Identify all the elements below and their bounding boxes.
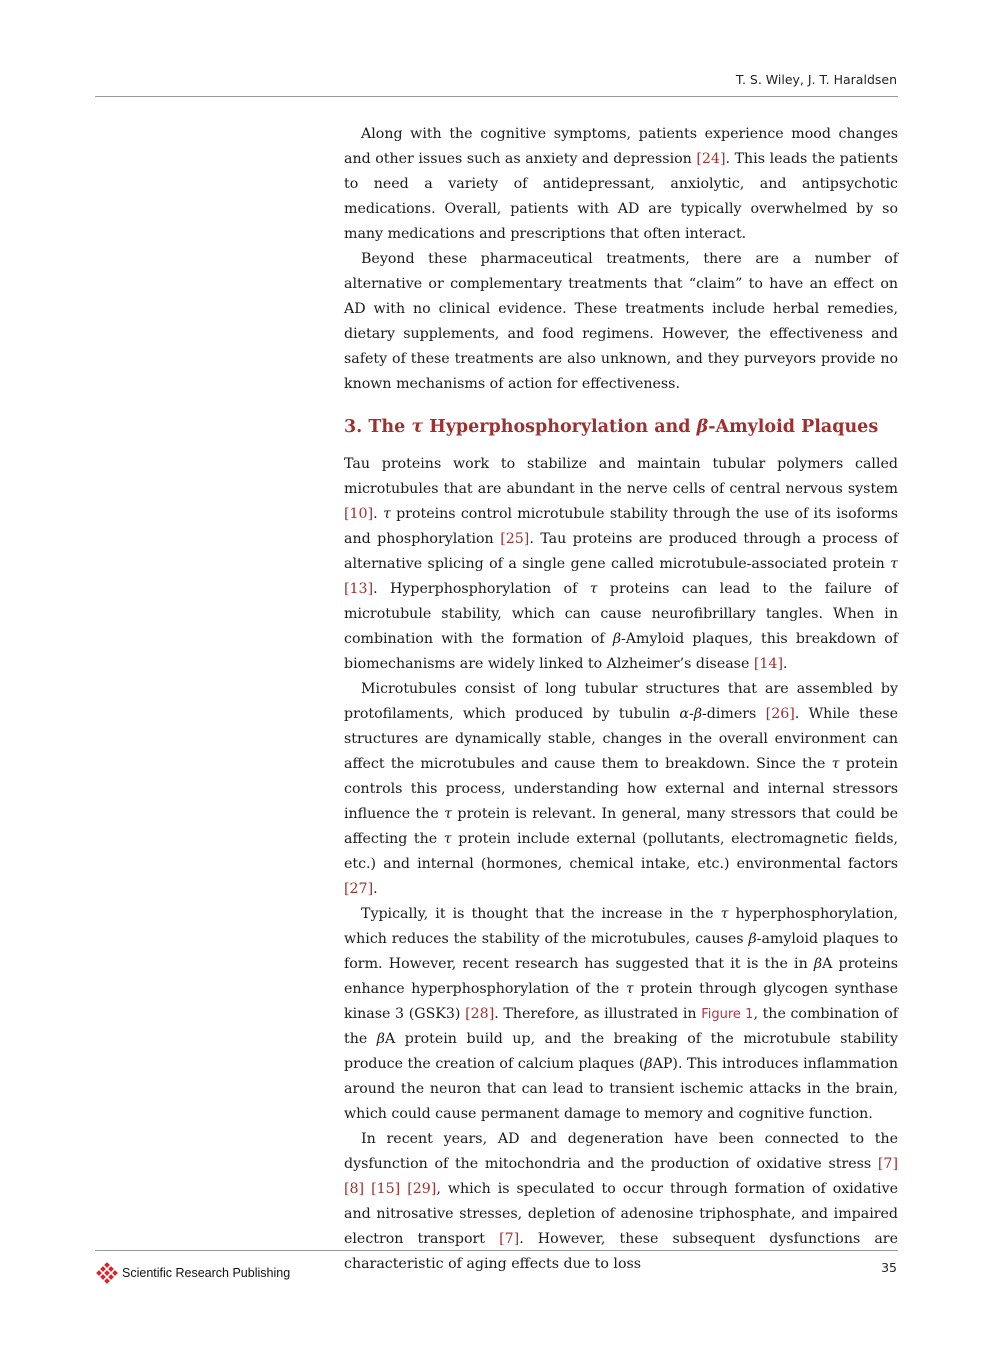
text-run: proteins can lead to the failure of microtubule stability, which can cause neurofibrillary tangles. When in combination with the formation of (344, 581, 898, 647)
greek-symbol: β (693, 706, 703, 722)
text-run: protein controls this process, understanding how external and internal stressors influence the (344, 756, 898, 822)
greek-symbol: τ (443, 831, 452, 847)
text-run: -Amyloid plaques, this breakdown of biomechanisms are widely linked to Alzheimer’s disease (344, 631, 898, 672)
text-run: . (373, 506, 383, 522)
text-run: protein include external (pollutants, electromagnetic fields, etc.) and internal (hormones, chemical intake, etc.) environmental factors (344, 831, 898, 872)
text-run: . (373, 881, 378, 897)
header-divider (95, 96, 898, 97)
paragraph (344, 247, 898, 397)
heading-greek: τ (411, 417, 424, 437)
text-run: Along with the cognitive symptoms, patients experience mood changes and other issues such as anxiety and depression (344, 126, 898, 167)
text-run: . This leads the patients to need a variety of antidepressant, anxiolytic, and antipsychotic medications. Overall, patients with AD are typically overwhelmed by so many medications and prescriptions that often interact. (344, 151, 898, 242)
page-number: 35 (881, 1260, 897, 1275)
text-run: . Hyperphosphorylation of (373, 581, 590, 597)
publisher-logo-icon (96, 1262, 118, 1284)
greek-symbol: τ (382, 506, 391, 522)
citation-link[interactable]: [15] (371, 1181, 401, 1197)
paragraph (344, 902, 898, 1127)
section-heading (344, 414, 898, 440)
footer-divider (95, 1250, 898, 1251)
citation-link[interactable]: [28] (465, 1006, 495, 1022)
citation-link[interactable]: [7] (499, 1231, 520, 1247)
greek-symbol: τ (831, 756, 840, 772)
heading-text: 3. The (344, 417, 412, 437)
heading-text: -Amyloid Plaques (708, 417, 879, 437)
greek-symbol: α (679, 706, 690, 722)
citation-link[interactable]: [10] (344, 506, 374, 522)
text-run: - (689, 706, 694, 722)
citation-link[interactable]: [13] (344, 581, 374, 597)
text-run: A protein build up, and the breaking of the microtubule stability produce the creation of calcium plaques ( (344, 1031, 898, 1072)
citation-link[interactable]: [26] (765, 706, 795, 722)
greek-symbol: τ (444, 806, 453, 822)
text-run: , the combination of the (344, 1006, 898, 1047)
text-run: protein through glycogen synthase kinase 3 (GSK3) (344, 981, 898, 1022)
article-body (344, 122, 898, 1277)
heading-greek: β (696, 417, 709, 437)
text-run: -dimers (702, 706, 766, 722)
text-run: . While these structures are dynamically stable, changes in the overall environment can affect the microtubules and cause them to breakdown. Since the (344, 706, 898, 772)
text-run: . Tau proteins are produced through a process of alternative splicing of a single gene called microtubule-associated protein (344, 531, 898, 572)
figure-link[interactable]: Figure 1 (701, 1007, 754, 1022)
greek-symbol: β (748, 931, 757, 947)
text-run: Microtubules consist of long tubular structures that are assembled by protofilaments, which produced by tubulin (344, 681, 898, 722)
paragraph (344, 452, 898, 677)
text-run: . However, these subsequent dysfunctions are characteristic of aging effects due to loss (344, 1231, 898, 1272)
text-run: Beyond these pharmaceutical treatments, there are a number of alternative or complementary treatments that “claim” to have an effect on AD with no clinical evidence. These treatments include herbal remedies, dietary supplements, and food regimens. However, the effectiveness and safety of these treatments are also unknown, and they purveyors provide no known mechanisms of action for effectiveness. (344, 251, 898, 392)
text-run: -amyloid plaques to form. However, recent research has suggested that it is the in (344, 931, 899, 972)
text-run: proteins control microtubule stability through the use of its isoforms and phosphorylation (344, 506, 898, 547)
greek-symbol: β (612, 631, 622, 647)
text-run: . Therefore, as illustrated in (494, 1006, 702, 1022)
greek-symbol: τ (589, 581, 598, 597)
greek-symbol: τ (720, 906, 729, 922)
text-run: . (783, 656, 788, 672)
text-run: protein is relevant. In general, many stressors that could be affecting the (344, 806, 899, 847)
text-run: Tau proteins work to stabilize and maintain tubular polymers called microtubules that are abundant in the nerve cells of central nervous system (344, 456, 898, 497)
citation-link[interactable]: [7] (877, 1156, 898, 1172)
text-run: hyperphosphorylation, which reduces the stability of the microtubules, causes (344, 906, 898, 947)
citation-link[interactable]: [14] (753, 656, 783, 672)
text-run: In recent years, AD and degeneration have been connected to the dysfunction of the mitochondria and the production of oxidative stress (344, 1131, 898, 1172)
citation-link[interactable]: [25] (500, 531, 530, 547)
text-run: A proteins enhance hyperphosphorylation of the (344, 956, 899, 997)
running-header-authors: T. S. Wiley, J. T. Haraldsen (735, 72, 897, 87)
greek-symbol: β (813, 956, 823, 972)
heading-text: Hyperphosphorylation and (423, 417, 697, 437)
greek-symbol: τ (890, 556, 898, 572)
paragraph (344, 1127, 898, 1277)
text-run: AP). This introduces inflammation around the neuron that can lead to transient ischemic attacks in the brain, which could cause permanent damage to memory and cognitive function. (344, 1056, 898, 1122)
text-run: , which is speculated to occur through formation of oxidative and nitrosative stresses, depletion of adenosine triphosphate, and impaired electron transport (344, 1181, 898, 1247)
greek-symbol: β (644, 1056, 653, 1072)
citation-link[interactable]: [29] (407, 1181, 437, 1197)
greek-symbol: τ (625, 981, 634, 997)
text-run: Typically, it is thought that the increase in the (361, 906, 721, 922)
citation-link[interactable]: [24] (696, 151, 726, 167)
paragraph (344, 677, 898, 902)
publisher-logo[interactable] (96, 1262, 290, 1284)
citation-link[interactable]: [27] (344, 881, 374, 897)
citation-link[interactable]: [8] (344, 1181, 365, 1197)
paragraph (344, 122, 898, 247)
publisher-name: Scientific Research Publishing (122, 1266, 291, 1280)
greek-symbol: β (376, 1031, 385, 1047)
